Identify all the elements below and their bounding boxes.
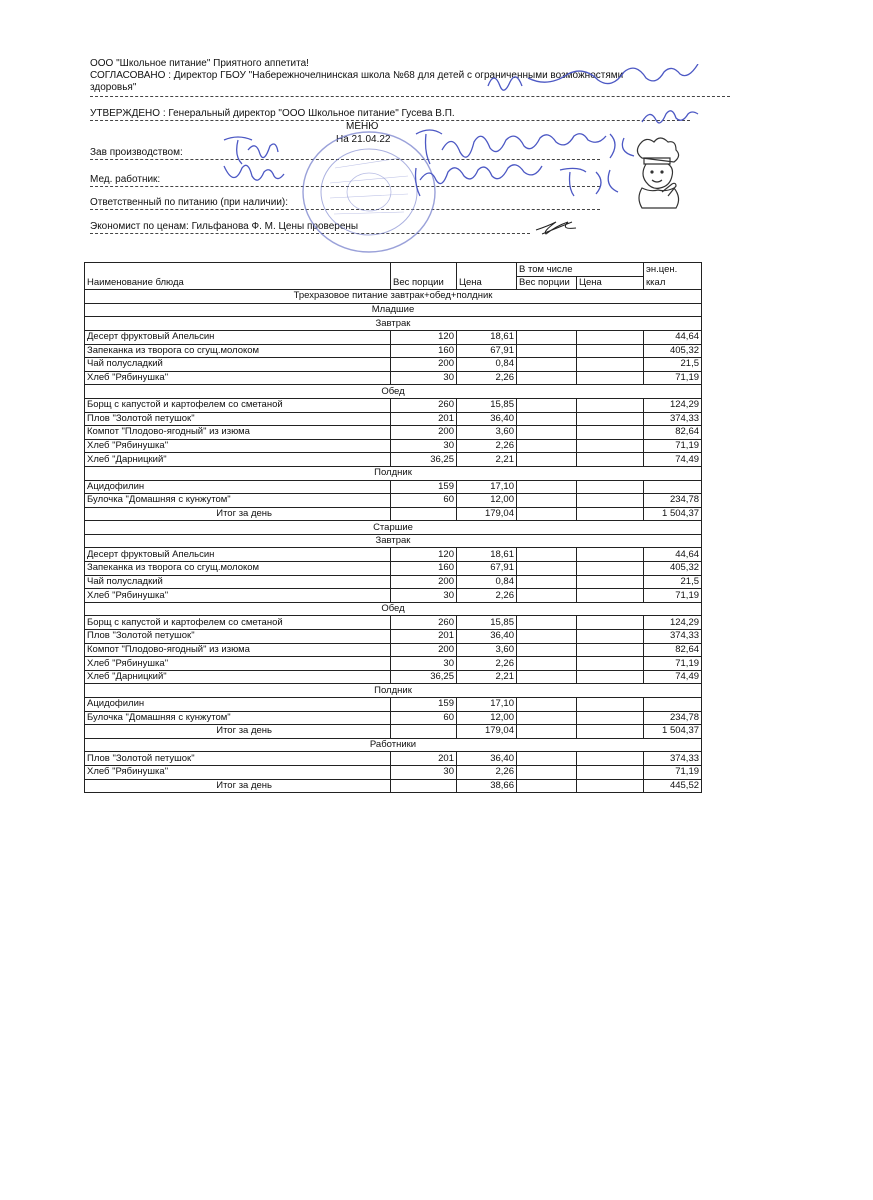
included-price — [577, 725, 644, 739]
table-row — [85, 480, 702, 494]
dish-name: Хлеб "Рябинушка" — [85, 589, 391, 603]
section-row — [85, 317, 702, 331]
included-weight — [517, 589, 577, 603]
table-row — [85, 344, 702, 358]
price: 2,26 — [457, 657, 517, 671]
included-price — [577, 657, 644, 671]
included-weight — [517, 643, 577, 657]
energy-kcal: 71,19 — [644, 657, 702, 671]
included-weight — [517, 371, 577, 385]
section-title: Обед — [85, 602, 702, 616]
price: 15,85 — [457, 616, 517, 630]
table-row — [85, 398, 702, 412]
table-row — [85, 562, 702, 576]
portion-weight: 201 — [391, 412, 457, 426]
table-header-row — [85, 263, 702, 277]
portion-weight: 260 — [391, 398, 457, 412]
table-row — [85, 426, 702, 440]
energy-kcal: 71,19 — [644, 765, 702, 779]
menu-date: На 21.04.22 — [336, 134, 391, 145]
included-weight — [517, 398, 577, 412]
portion-weight: 201 — [391, 752, 457, 766]
dish-name: Ацидофилин — [85, 480, 391, 494]
price: 0,84 — [457, 575, 517, 589]
medic-label: Мед. работник: — [90, 174, 161, 185]
included-weight — [517, 698, 577, 712]
included-price — [577, 752, 644, 766]
menu-title: МЕНЮ — [346, 121, 379, 132]
portion-weight: 160 — [391, 344, 457, 358]
dish-name: Плов "Золотой петушок" — [85, 412, 391, 426]
section-row — [85, 684, 702, 698]
table-row — [85, 494, 702, 508]
price: 179,04 — [457, 725, 517, 739]
energy-kcal: 124,29 — [644, 616, 702, 630]
chef-logo — [628, 136, 686, 212]
divider — [90, 120, 690, 121]
economist-signature — [532, 214, 582, 240]
energy-kcal: 374,33 — [644, 412, 702, 426]
dish-name: Булочка "Домашняя с кунжутом" — [85, 494, 391, 508]
dish-name: Хлеб "Рябинушка" — [85, 657, 391, 671]
dish-name: Хлеб "Рябинушка" — [85, 371, 391, 385]
energy-kcal: 44,64 — [644, 548, 702, 562]
dish-name: Итог за день — [85, 725, 391, 739]
dish-name: Чай полусладкий — [85, 575, 391, 589]
total-row — [85, 725, 702, 739]
included-price — [577, 589, 644, 603]
included-weight — [517, 616, 577, 630]
included-price — [577, 371, 644, 385]
table-row — [85, 330, 702, 344]
medic-signature — [410, 160, 630, 202]
col-header-name: Наименование блюда — [85, 263, 391, 290]
included-price — [577, 616, 644, 630]
section-title: Полдник — [85, 684, 702, 698]
col-header-weight: Вес порции — [391, 263, 457, 290]
included-weight — [517, 548, 577, 562]
energy-kcal — [644, 480, 702, 494]
section-row — [85, 534, 702, 548]
table-row — [85, 548, 702, 562]
energy-kcal: 374,33 — [644, 752, 702, 766]
included-price — [577, 494, 644, 508]
included-weight — [517, 670, 577, 684]
included-weight — [517, 507, 577, 521]
included-price — [577, 711, 644, 725]
energy-kcal — [644, 698, 702, 712]
included-weight — [517, 765, 577, 779]
energy-kcal: 74,49 — [644, 670, 702, 684]
included-price — [577, 330, 644, 344]
energy-kcal: 405,32 — [644, 344, 702, 358]
energy-kcal: 74,49 — [644, 453, 702, 467]
dish-name: Десерт фруктовый Апельсин — [85, 548, 391, 562]
dish-name: Ацидофилин — [85, 698, 391, 712]
included-price — [577, 548, 644, 562]
energy-kcal: 234,78 — [644, 711, 702, 725]
table-row — [85, 439, 702, 453]
included-weight — [517, 779, 577, 793]
energy-kcal: 374,33 — [644, 630, 702, 644]
section-row — [85, 385, 702, 399]
col-header-included-price: Цена — [577, 276, 644, 290]
col-header-energy: эн.цен. — [644, 263, 702, 277]
included-price — [577, 562, 644, 576]
section-title: Завтрак — [85, 317, 702, 331]
included-price — [577, 358, 644, 372]
table-row — [85, 657, 702, 671]
portion-weight: 30 — [391, 657, 457, 671]
section-row — [85, 521, 702, 535]
included-weight — [517, 562, 577, 576]
included-price — [577, 439, 644, 453]
col-header-energy-unit: ккал — [644, 276, 702, 290]
portion-weight: 30 — [391, 765, 457, 779]
included-weight — [517, 344, 577, 358]
portion-weight: 200 — [391, 358, 457, 372]
price: 18,61 — [457, 330, 517, 344]
portion-weight: 30 — [391, 371, 457, 385]
included-weight — [517, 494, 577, 508]
banner-title: Трехразовое питание завтрак+обед+полдник — [85, 290, 702, 304]
energy-kcal: 82,64 — [644, 643, 702, 657]
price: 2,26 — [457, 371, 517, 385]
section-title: Обед — [85, 385, 702, 399]
price: 12,00 — [457, 711, 517, 725]
price: 3,60 — [457, 426, 517, 440]
dish-name: Компот "Плодово-ягодный" из изюма — [85, 643, 391, 657]
included-weight — [517, 575, 577, 589]
price: 2,26 — [457, 439, 517, 453]
dish-name: Плов "Золотой петушок" — [85, 630, 391, 644]
price: 2,26 — [457, 589, 517, 603]
table-row — [85, 643, 702, 657]
agreed-line-cont: здоровья" — [90, 82, 137, 93]
included-weight — [517, 752, 577, 766]
portion-weight: 159 — [391, 480, 457, 494]
portion-weight: 159 — [391, 698, 457, 712]
economist-label: Экономист по ценам: Гильфанова Ф. М. Цены проверены — [90, 221, 359, 232]
portion-weight: 120 — [391, 330, 457, 344]
table-row — [85, 453, 702, 467]
price: 67,91 — [457, 344, 517, 358]
energy-kcal: 82,64 — [644, 426, 702, 440]
section-row — [85, 466, 702, 480]
included-weight — [517, 439, 577, 453]
medic-short-signature — [218, 160, 288, 192]
dish-name: Компот "Плодово-ягодный" из изюма — [85, 426, 391, 440]
energy-kcal: 445,52 — [644, 779, 702, 793]
energy-kcal: 124,29 — [644, 398, 702, 412]
dish-name: Хлеб "Дарницкий" — [85, 453, 391, 467]
table-row — [85, 358, 702, 372]
dish-name: Запеканка из творога со сгущ.молоком — [85, 562, 391, 576]
energy-kcal: 234,78 — [644, 494, 702, 508]
section-title: Старшие — [85, 521, 702, 535]
price: 3,60 — [457, 643, 517, 657]
portion-weight: 30 — [391, 589, 457, 603]
section-row — [85, 303, 702, 317]
included-price — [577, 426, 644, 440]
price: 17,10 — [457, 698, 517, 712]
table-row — [85, 589, 702, 603]
portion-weight: 160 — [391, 562, 457, 576]
dish-name: Десерт фруктовый Апельсин — [85, 330, 391, 344]
price: 15,85 — [457, 398, 517, 412]
dish-name: Булочка "Домашняя с кунжутом" — [85, 711, 391, 725]
price: 67,91 — [457, 562, 517, 576]
included-weight — [517, 426, 577, 440]
table-row — [85, 670, 702, 684]
price: 38,66 — [457, 779, 517, 793]
energy-kcal: 21,5 — [644, 575, 702, 589]
responsible-label: Ответственный по питанию (при наличии): — [90, 197, 289, 208]
portion-weight: 200 — [391, 426, 457, 440]
banner-row — [85, 290, 702, 304]
included-price — [577, 779, 644, 793]
dish-name: Хлеб "Дарницкий" — [85, 670, 391, 684]
company-line: ООО "Школьное питание" Приятного аппетита! — [90, 58, 309, 69]
dish-name: Итог за день — [85, 507, 391, 521]
price: 0,84 — [457, 358, 517, 372]
portion-weight — [391, 725, 457, 739]
table-row — [85, 616, 702, 630]
portion-weight: 36,25 — [391, 670, 457, 684]
col-header-included-weight: Вес порции — [517, 276, 577, 290]
included-price — [577, 698, 644, 712]
table-row — [85, 575, 702, 589]
included-price — [577, 412, 644, 426]
table-row — [85, 698, 702, 712]
included-weight — [517, 657, 577, 671]
included-price — [577, 480, 644, 494]
included-weight — [517, 330, 577, 344]
price: 179,04 — [457, 507, 517, 521]
included-weight — [517, 480, 577, 494]
dish-name: Запеканка из творога со сгущ.молоком — [85, 344, 391, 358]
price: 36,40 — [457, 752, 517, 766]
energy-kcal: 405,32 — [644, 562, 702, 576]
included-price — [577, 670, 644, 684]
portion-weight: 260 — [391, 616, 457, 630]
ceo-signature — [636, 104, 706, 132]
col-header-included: В том числе — [517, 263, 644, 277]
table-row — [85, 752, 702, 766]
section-title: Завтрак — [85, 534, 702, 548]
section-title: Младшие — [85, 303, 702, 317]
price: 17,10 — [457, 480, 517, 494]
energy-kcal: 71,19 — [644, 371, 702, 385]
total-row — [85, 779, 702, 793]
included-price — [577, 398, 644, 412]
energy-kcal: 21,5 — [644, 358, 702, 372]
portion-weight: 120 — [391, 548, 457, 562]
dish-name: Итог за день — [85, 779, 391, 793]
energy-kcal: 44,64 — [644, 330, 702, 344]
director-signature — [480, 64, 710, 100]
included-price — [577, 630, 644, 644]
included-weight — [517, 725, 577, 739]
menu-table — [84, 262, 702, 793]
section-title: Работники — [85, 738, 702, 752]
energy-kcal: 1 504,37 — [644, 725, 702, 739]
section-row — [85, 602, 702, 616]
portion-weight: 200 — [391, 643, 457, 657]
section-row — [85, 738, 702, 752]
included-price — [577, 575, 644, 589]
dish-name: Хлеб "Рябинушка" — [85, 439, 391, 453]
portion-weight: 201 — [391, 630, 457, 644]
included-price — [577, 765, 644, 779]
included-price — [577, 507, 644, 521]
section-title: Полдник — [85, 466, 702, 480]
approved-line: УТВЕРЖДЕНО : Генеральный директор "ООО Школьное питание" Гусева В.П. — [90, 108, 455, 119]
price: 18,61 — [457, 548, 517, 562]
portion-weight — [391, 779, 457, 793]
included-price — [577, 453, 644, 467]
agreed-line: СОГЛАСОВАНО : Директор ГБОУ "Набережночелнинская школа №68 для детей с ограниченными возможностями — [90, 70, 624, 81]
price: 36,40 — [457, 630, 517, 644]
price: 2,21 — [457, 453, 517, 467]
dish-name: Плов "Золотой петушок" — [85, 752, 391, 766]
dish-name: Хлеб "Рябинушка" — [85, 765, 391, 779]
dish-name: Борщ с капустой и картофелем со сметаной — [85, 398, 391, 412]
col-header-price: Цена — [457, 263, 517, 290]
portion-weight: 200 — [391, 575, 457, 589]
table-row — [85, 412, 702, 426]
included-weight — [517, 453, 577, 467]
price: 2,26 — [457, 765, 517, 779]
price: 2,21 — [457, 670, 517, 684]
total-row — [85, 507, 702, 521]
energy-kcal: 1 504,37 — [644, 507, 702, 521]
portion-weight: 36,25 — [391, 453, 457, 467]
portion-weight: 60 — [391, 711, 457, 725]
included-price — [577, 643, 644, 657]
production-head-label: Зав производством: — [90, 147, 183, 158]
included-weight — [517, 412, 577, 426]
portion-weight — [391, 507, 457, 521]
portion-weight: 60 — [391, 494, 457, 508]
table-row — [85, 630, 702, 644]
dish-name: Борщ с капустой и картофелем со сметаной — [85, 616, 391, 630]
dish-name: Чай полусладкий — [85, 358, 391, 372]
table-row — [85, 765, 702, 779]
included-price — [577, 344, 644, 358]
included-weight — [517, 358, 577, 372]
energy-kcal: 71,19 — [644, 589, 702, 603]
energy-kcal: 71,19 — [644, 439, 702, 453]
table-row — [85, 711, 702, 725]
price: 12,00 — [457, 494, 517, 508]
included-weight — [517, 711, 577, 725]
portion-weight: 30 — [391, 439, 457, 453]
included-weight — [517, 630, 577, 644]
price: 36,40 — [457, 412, 517, 426]
table-row — [85, 371, 702, 385]
